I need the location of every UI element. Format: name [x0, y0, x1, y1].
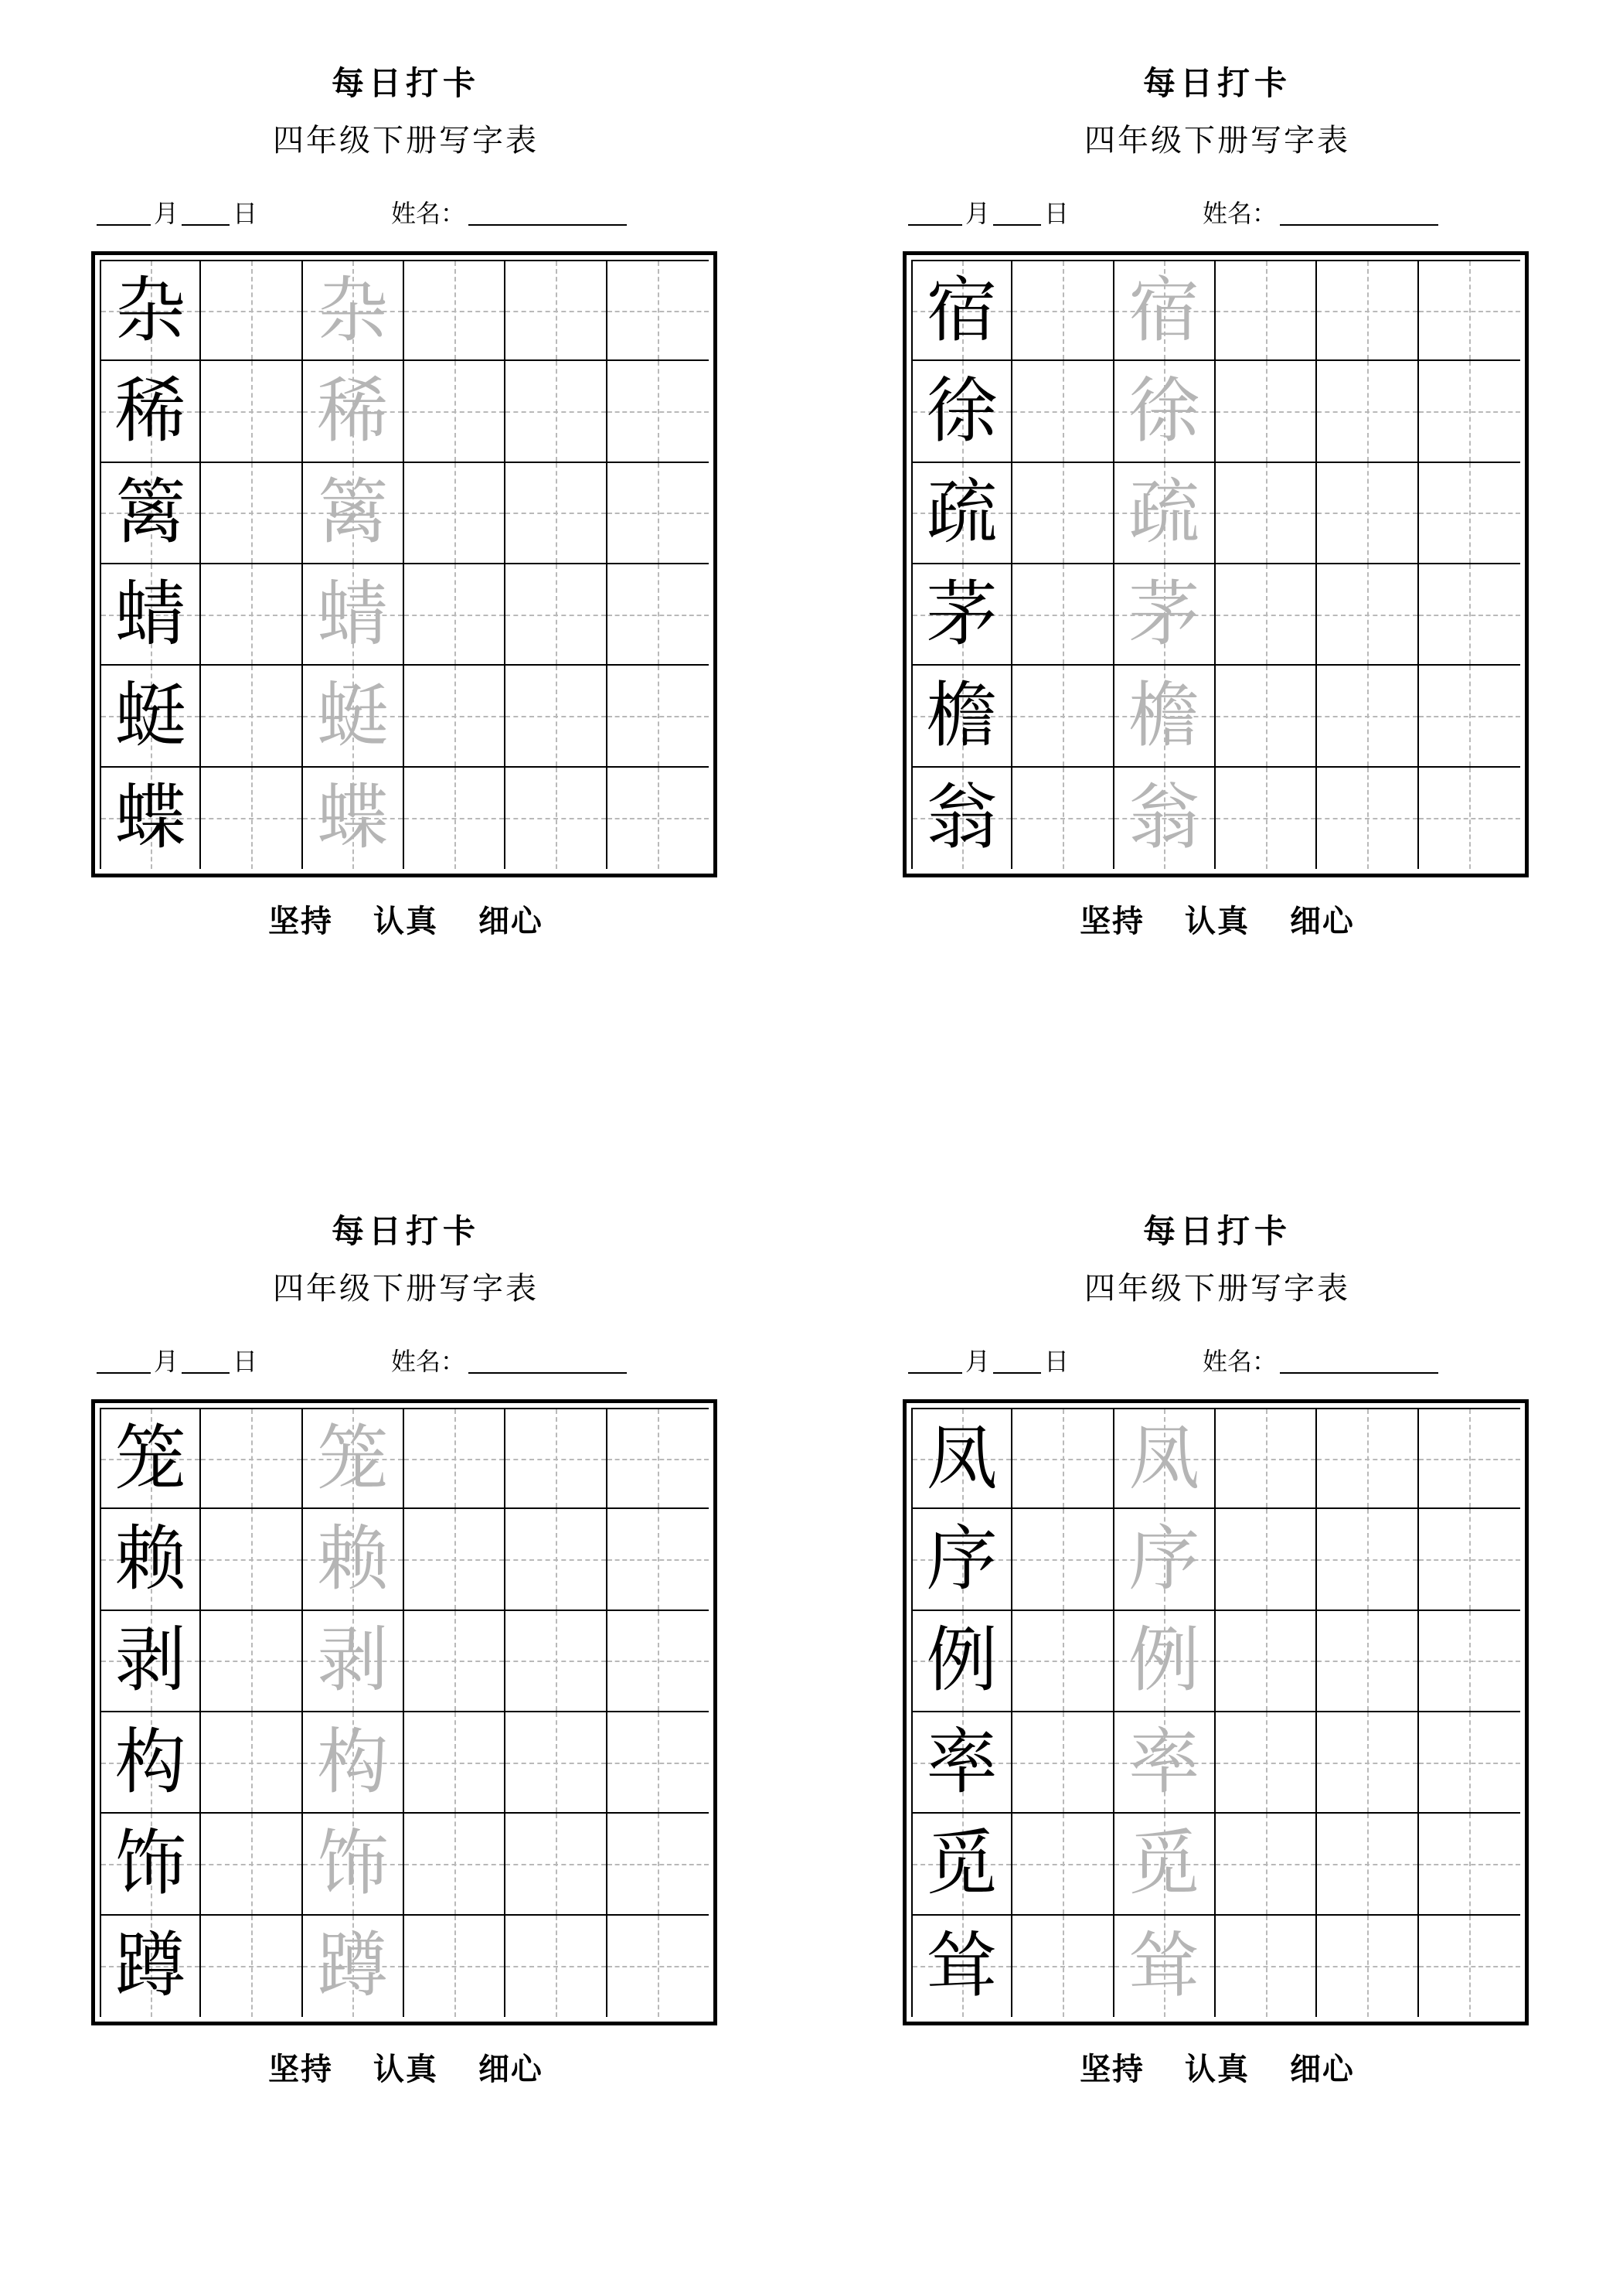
grid-cell[interactable] [607, 1408, 709, 1509]
grid-cell[interactable] [404, 1408, 505, 1509]
date-field[interactable] [97, 1349, 260, 1374]
grid-cell[interactable] [201, 1712, 302, 1814]
name-label: 姓名： [391, 199, 466, 228]
character-model: 茅 [926, 572, 998, 656]
grid-cell [100, 564, 201, 666]
grid-cell[interactable] [1419, 1509, 1520, 1610]
footer-word: 坚持 [1080, 903, 1145, 939]
character-model: 序 [926, 1517, 998, 1600]
grid-cell[interactable] [404, 1509, 505, 1610]
grid-cell [1114, 1509, 1216, 1610]
character-model: 笼 [114, 1416, 186, 1500]
sheet-inner [0, 1148, 812, 2296]
grid-cell[interactable] [1419, 1916, 1520, 2017]
practice-grid-frame [903, 251, 1529, 877]
grid-cell[interactable] [505, 1712, 607, 1814]
character-trace: 赖 [317, 1517, 389, 1600]
character-model: 例 [926, 1619, 998, 1702]
grid-cell [303, 463, 404, 564]
character-trace: 构 [317, 1720, 389, 1804]
grid-cell[interactable] [505, 361, 607, 462]
grid-cell[interactable] [607, 768, 709, 869]
practice-grid [911, 260, 1520, 869]
grid-cell [303, 1611, 404, 1712]
grid-cell[interactable] [201, 1814, 302, 1915]
grid-cell[interactable] [607, 361, 709, 462]
grid-cell[interactable] [607, 1712, 709, 1814]
page-subtitle: 四年级下册写字表 [1084, 1271, 1350, 1306]
footer-word: 认真 [1185, 2051, 1250, 2087]
grid-cell[interactable] [404, 1916, 505, 2017]
grid-cell [100, 1916, 201, 2017]
sheet-inner [812, 0, 1623, 1148]
grid-cell[interactable] [201, 1916, 302, 2017]
page-title: 每日打卡 [331, 1212, 480, 1250]
character-trace: 觅 [1128, 1821, 1200, 1905]
grid-cell [911, 1509, 1012, 1610]
character-model: 构 [114, 1720, 186, 1804]
day-label: 日 [1044, 1347, 1070, 1376]
sheet-inner [812, 1148, 1623, 2296]
footer-motto [812, 2045, 1623, 2089]
character-model: 蜓 [114, 673, 186, 757]
grid-cell[interactable] [1012, 1408, 1114, 1509]
grid-cell[interactable] [1216, 564, 1317, 666]
meta-row [900, 1340, 1534, 1374]
grid-cell[interactable] [1216, 1814, 1317, 1915]
meta-row [900, 192, 1534, 226]
character-trace: 序 [1128, 1517, 1200, 1600]
practice-grid [100, 260, 709, 869]
grid-cell[interactable] [505, 260, 607, 361]
grid-cell[interactable] [201, 666, 302, 767]
footer-word: 细心 [1289, 2051, 1355, 2087]
sheet-inner [0, 0, 812, 1148]
grid-cell [303, 666, 404, 767]
grid-cell[interactable] [1419, 1408, 1520, 1509]
grid-cell[interactable] [404, 1611, 505, 1712]
footer-word: 认真 [1185, 903, 1250, 939]
character-trace: 蹲 [317, 1924, 389, 2008]
character-model: 觅 [926, 1821, 998, 1905]
grid-cell[interactable] [1317, 564, 1418, 666]
day-input[interactable] [993, 201, 1041, 226]
grid-cell[interactable] [1216, 1408, 1317, 1509]
grid-cell[interactable] [1216, 1712, 1317, 1814]
footer-motto [0, 2045, 812, 2089]
grid-cell[interactable] [1216, 1916, 1317, 2017]
grid-cell [303, 1408, 404, 1509]
footer-word: 坚持 [268, 2051, 334, 2087]
grid-cell[interactable] [1317, 1814, 1418, 1915]
character-trace: 徐 [1128, 369, 1200, 452]
footer-motto [812, 897, 1623, 941]
grid-cell [1114, 1712, 1216, 1814]
character-model: 剥 [114, 1619, 186, 1702]
character-trace: 剥 [317, 1619, 389, 1702]
grid-cell [1114, 564, 1216, 666]
character-trace: 蝶 [317, 776, 389, 860]
grid-cell[interactable] [505, 1509, 607, 1610]
grid-cell[interactable] [1317, 1611, 1418, 1712]
grid-cell[interactable] [1419, 361, 1520, 462]
footer-word: 细心 [478, 903, 543, 939]
page-title: 每日打卡 [1142, 1212, 1291, 1250]
character-model: 宿 [926, 268, 998, 352]
grid-cell[interactable] [1012, 564, 1114, 666]
name-input[interactable] [468, 201, 627, 226]
grid-cell[interactable] [404, 1814, 505, 1915]
month-input[interactable] [97, 1349, 151, 1374]
worksheet-sheet-1 [0, 0, 812, 1148]
grid-cell[interactable] [505, 1916, 607, 2017]
grid-cell[interactable] [505, 768, 607, 869]
grid-cell [911, 260, 1012, 361]
day-input[interactable] [182, 201, 230, 226]
character-trace: 凤 [1128, 1416, 1200, 1500]
day-input[interactable] [182, 1349, 230, 1374]
character-model: 耸 [926, 1924, 998, 2008]
grid-cell [1114, 361, 1216, 462]
grid-cell[interactable] [1216, 1509, 1317, 1610]
character-model: 蝶 [114, 776, 186, 860]
grid-cell[interactable] [1012, 1916, 1114, 2017]
footer-word: 认真 [373, 903, 438, 939]
name-input[interactable] [468, 1349, 627, 1374]
grid-cell[interactable] [607, 666, 709, 767]
footer-word: 坚持 [1080, 2051, 1145, 2087]
grid-cell [911, 1916, 1012, 2017]
grid-cell [1114, 1611, 1216, 1712]
day-label: 日 [1044, 199, 1070, 228]
grid-cell [303, 361, 404, 462]
grid-cell[interactable] [1419, 1712, 1520, 1814]
grid-cell[interactable] [201, 564, 302, 666]
name-label: 姓名： [1203, 199, 1278, 228]
grid-cell[interactable] [607, 1611, 709, 1712]
name-field[interactable] [1199, 1349, 1438, 1374]
grid-cell[interactable] [607, 463, 709, 564]
grid-cell[interactable] [404, 768, 505, 869]
character-trace: 蜓 [317, 673, 389, 757]
month-label: 月 [965, 1347, 991, 1376]
grid-cell [1114, 666, 1216, 767]
grid-cell[interactable] [404, 260, 505, 361]
grid-cell [100, 361, 201, 462]
practice-grid-frame [91, 251, 717, 877]
grid-cell[interactable] [1317, 1916, 1418, 2017]
grid-cell [100, 1611, 201, 1712]
grid-cell[interactable] [1317, 260, 1418, 361]
grid-cell [911, 1712, 1012, 1814]
grid-cell[interactable] [201, 260, 302, 361]
grid-cell[interactable] [1012, 361, 1114, 462]
grid-cell[interactable] [505, 1408, 607, 1509]
grid-cell[interactable] [1317, 768, 1418, 869]
month-input[interactable] [908, 201, 962, 226]
grid-cell[interactable] [404, 463, 505, 564]
meta-row [89, 1340, 723, 1374]
practice-grid [100, 1408, 709, 2017]
footer-word: 认真 [373, 2051, 438, 2087]
page-title: 每日打卡 [1142, 64, 1291, 102]
grid-cell [911, 1814, 1012, 1915]
grid-cell[interactable] [201, 1509, 302, 1610]
grid-cell[interactable] [1216, 463, 1317, 564]
name-field[interactable] [388, 201, 627, 226]
grid-cell [100, 768, 201, 869]
grid-cell [911, 1611, 1012, 1712]
grid-cell[interactable] [201, 1408, 302, 1509]
grid-cell [303, 1509, 404, 1610]
day-input[interactable] [993, 1349, 1041, 1374]
grid-cell[interactable] [1419, 1814, 1520, 1915]
character-model: 率 [926, 1720, 998, 1804]
character-trace: 例 [1128, 1619, 1200, 1702]
month-input[interactable] [97, 201, 151, 226]
worksheet-sheet-4 [812, 1148, 1623, 2296]
date-field[interactable] [97, 201, 260, 226]
grid-cell [303, 260, 404, 361]
character-model: 篱 [114, 471, 186, 554]
name-label: 姓名： [1203, 1347, 1278, 1376]
worksheet-sheet-3 [0, 1148, 812, 2296]
grid-cell [911, 1408, 1012, 1509]
grid-cell[interactable] [607, 260, 709, 361]
name-input[interactable] [1280, 201, 1438, 226]
page-subtitle: 四年级下册写字表 [273, 123, 539, 158]
grid-cell [303, 1712, 404, 1814]
grid-cell [100, 1509, 201, 1610]
grid-cell[interactable] [1012, 1712, 1114, 1814]
grid-cell[interactable] [607, 1916, 709, 2017]
name-input[interactable] [1280, 1349, 1438, 1374]
grid-cell[interactable] [1216, 666, 1317, 767]
grid-cell [100, 1712, 201, 1814]
grid-cell[interactable] [1317, 1408, 1418, 1509]
grid-cell[interactable] [1419, 564, 1520, 666]
grid-cell[interactable] [607, 1814, 709, 1915]
grid-cell [100, 463, 201, 564]
grid-cell [1114, 1408, 1216, 1509]
grid-cell [911, 768, 1012, 869]
name-label: 姓名： [391, 1347, 466, 1376]
grid-cell[interactable] [1317, 463, 1418, 564]
date-field[interactable] [908, 1349, 1072, 1374]
grid-cell[interactable] [1216, 260, 1317, 361]
character-model: 稀 [114, 369, 186, 452]
character-model: 杂 [114, 268, 186, 352]
grid-cell[interactable] [505, 666, 607, 767]
grid-cell[interactable] [1317, 1712, 1418, 1814]
grid-cell[interactable] [1419, 260, 1520, 361]
character-trace: 茅 [1128, 572, 1200, 656]
grid-cell [100, 666, 201, 767]
footer-word: 细心 [478, 2051, 543, 2087]
grid-cell[interactable] [1012, 463, 1114, 564]
page-title: 每日打卡 [331, 64, 480, 102]
character-trace: 率 [1128, 1720, 1200, 1804]
grid-cell[interactable] [1012, 260, 1114, 361]
page-subtitle: 四年级下册写字表 [273, 1271, 539, 1306]
character-trace: 饰 [317, 1821, 389, 1905]
month-label: 月 [154, 1347, 179, 1376]
grid-cell[interactable] [505, 564, 607, 666]
character-trace: 宿 [1128, 268, 1200, 352]
grid-cell[interactable] [404, 666, 505, 767]
grid-cell[interactable] [505, 1611, 607, 1712]
grid-cell[interactable] [1419, 768, 1520, 869]
grid-cell[interactable] [1216, 768, 1317, 869]
character-model: 翁 [926, 776, 998, 860]
grid-cell[interactable] [201, 1611, 302, 1712]
date-field[interactable] [908, 201, 1072, 226]
grid-cell [911, 666, 1012, 767]
character-trace: 杂 [317, 268, 389, 352]
grid-cell [1114, 463, 1216, 564]
grid-cell [100, 1408, 201, 1509]
character-model: 赖 [114, 1517, 186, 1600]
grid-cell[interactable] [1216, 361, 1317, 462]
grid-cell[interactable] [404, 1712, 505, 1814]
grid-cell [911, 463, 1012, 564]
grid-cell[interactable] [1012, 666, 1114, 767]
worksheet-sheet-2 [812, 0, 1623, 1148]
character-trace: 疏 [1128, 471, 1200, 554]
grid-cell[interactable] [201, 463, 302, 564]
character-trace: 稀 [317, 369, 389, 452]
grid-cell[interactable] [201, 768, 302, 869]
grid-cell[interactable] [1419, 463, 1520, 564]
grid-cell [100, 260, 201, 361]
grid-cell [911, 361, 1012, 462]
grid-cell[interactable] [607, 1509, 709, 1610]
grid-cell [1114, 1916, 1216, 2017]
character-trace: 蜻 [317, 572, 389, 656]
character-trace: 檐 [1128, 673, 1200, 757]
grid-cell[interactable] [201, 361, 302, 462]
grid-cell[interactable] [1012, 1509, 1114, 1610]
character-model: 疏 [926, 471, 998, 554]
grid-cell[interactable] [404, 361, 505, 462]
grid-cell[interactable] [1317, 1509, 1418, 1610]
grid-cell[interactable] [404, 564, 505, 666]
grid-cell[interactable] [607, 564, 709, 666]
footer-word: 细心 [1289, 903, 1355, 939]
grid-cell[interactable] [1012, 1611, 1114, 1712]
character-model: 徐 [926, 369, 998, 452]
character-model: 蹲 [114, 1924, 186, 2008]
character-trace: 篱 [317, 471, 389, 554]
grid-cell [303, 1814, 404, 1915]
grid-cell [303, 564, 404, 666]
grid-cell [303, 1916, 404, 2017]
day-label: 日 [233, 1347, 258, 1376]
name-field[interactable] [388, 1349, 627, 1374]
meta-row [89, 192, 723, 226]
footer-word: 坚持 [268, 903, 334, 939]
grid-cell[interactable] [1317, 666, 1418, 767]
grid-cell[interactable] [1419, 666, 1520, 767]
grid-cell[interactable] [1419, 1611, 1520, 1712]
character-trace: 翁 [1128, 776, 1200, 860]
grid-cell [1114, 1814, 1216, 1915]
grid-cell[interactable] [1012, 1814, 1114, 1915]
practice-grid [911, 1408, 1520, 2017]
month-label: 月 [965, 199, 991, 228]
character-model: 蜻 [114, 572, 186, 656]
grid-cell[interactable] [1216, 1611, 1317, 1712]
grid-cell [1114, 768, 1216, 869]
character-trace: 笼 [317, 1416, 389, 1500]
grid-cell[interactable] [1012, 768, 1114, 869]
grid-cell[interactable] [1317, 361, 1418, 462]
day-label: 日 [233, 199, 258, 228]
practice-grid-frame [91, 1399, 717, 2025]
character-model: 檐 [926, 673, 998, 757]
practice-grid-frame [903, 1399, 1529, 2025]
grid-cell [303, 768, 404, 869]
page-subtitle: 四年级下册写字表 [1084, 123, 1350, 158]
grid-cell[interactable] [505, 1814, 607, 1915]
month-label: 月 [154, 199, 179, 228]
month-input[interactable] [908, 1349, 962, 1374]
character-model: 饰 [114, 1821, 186, 1905]
grid-cell [911, 564, 1012, 666]
name-field[interactable] [1199, 201, 1438, 226]
footer-motto [0, 897, 812, 941]
grid-cell[interactable] [505, 463, 607, 564]
grid-cell [1114, 260, 1216, 361]
character-trace: 耸 [1128, 1924, 1200, 2008]
character-model: 凤 [926, 1416, 998, 1500]
grid-cell [100, 1814, 201, 1915]
